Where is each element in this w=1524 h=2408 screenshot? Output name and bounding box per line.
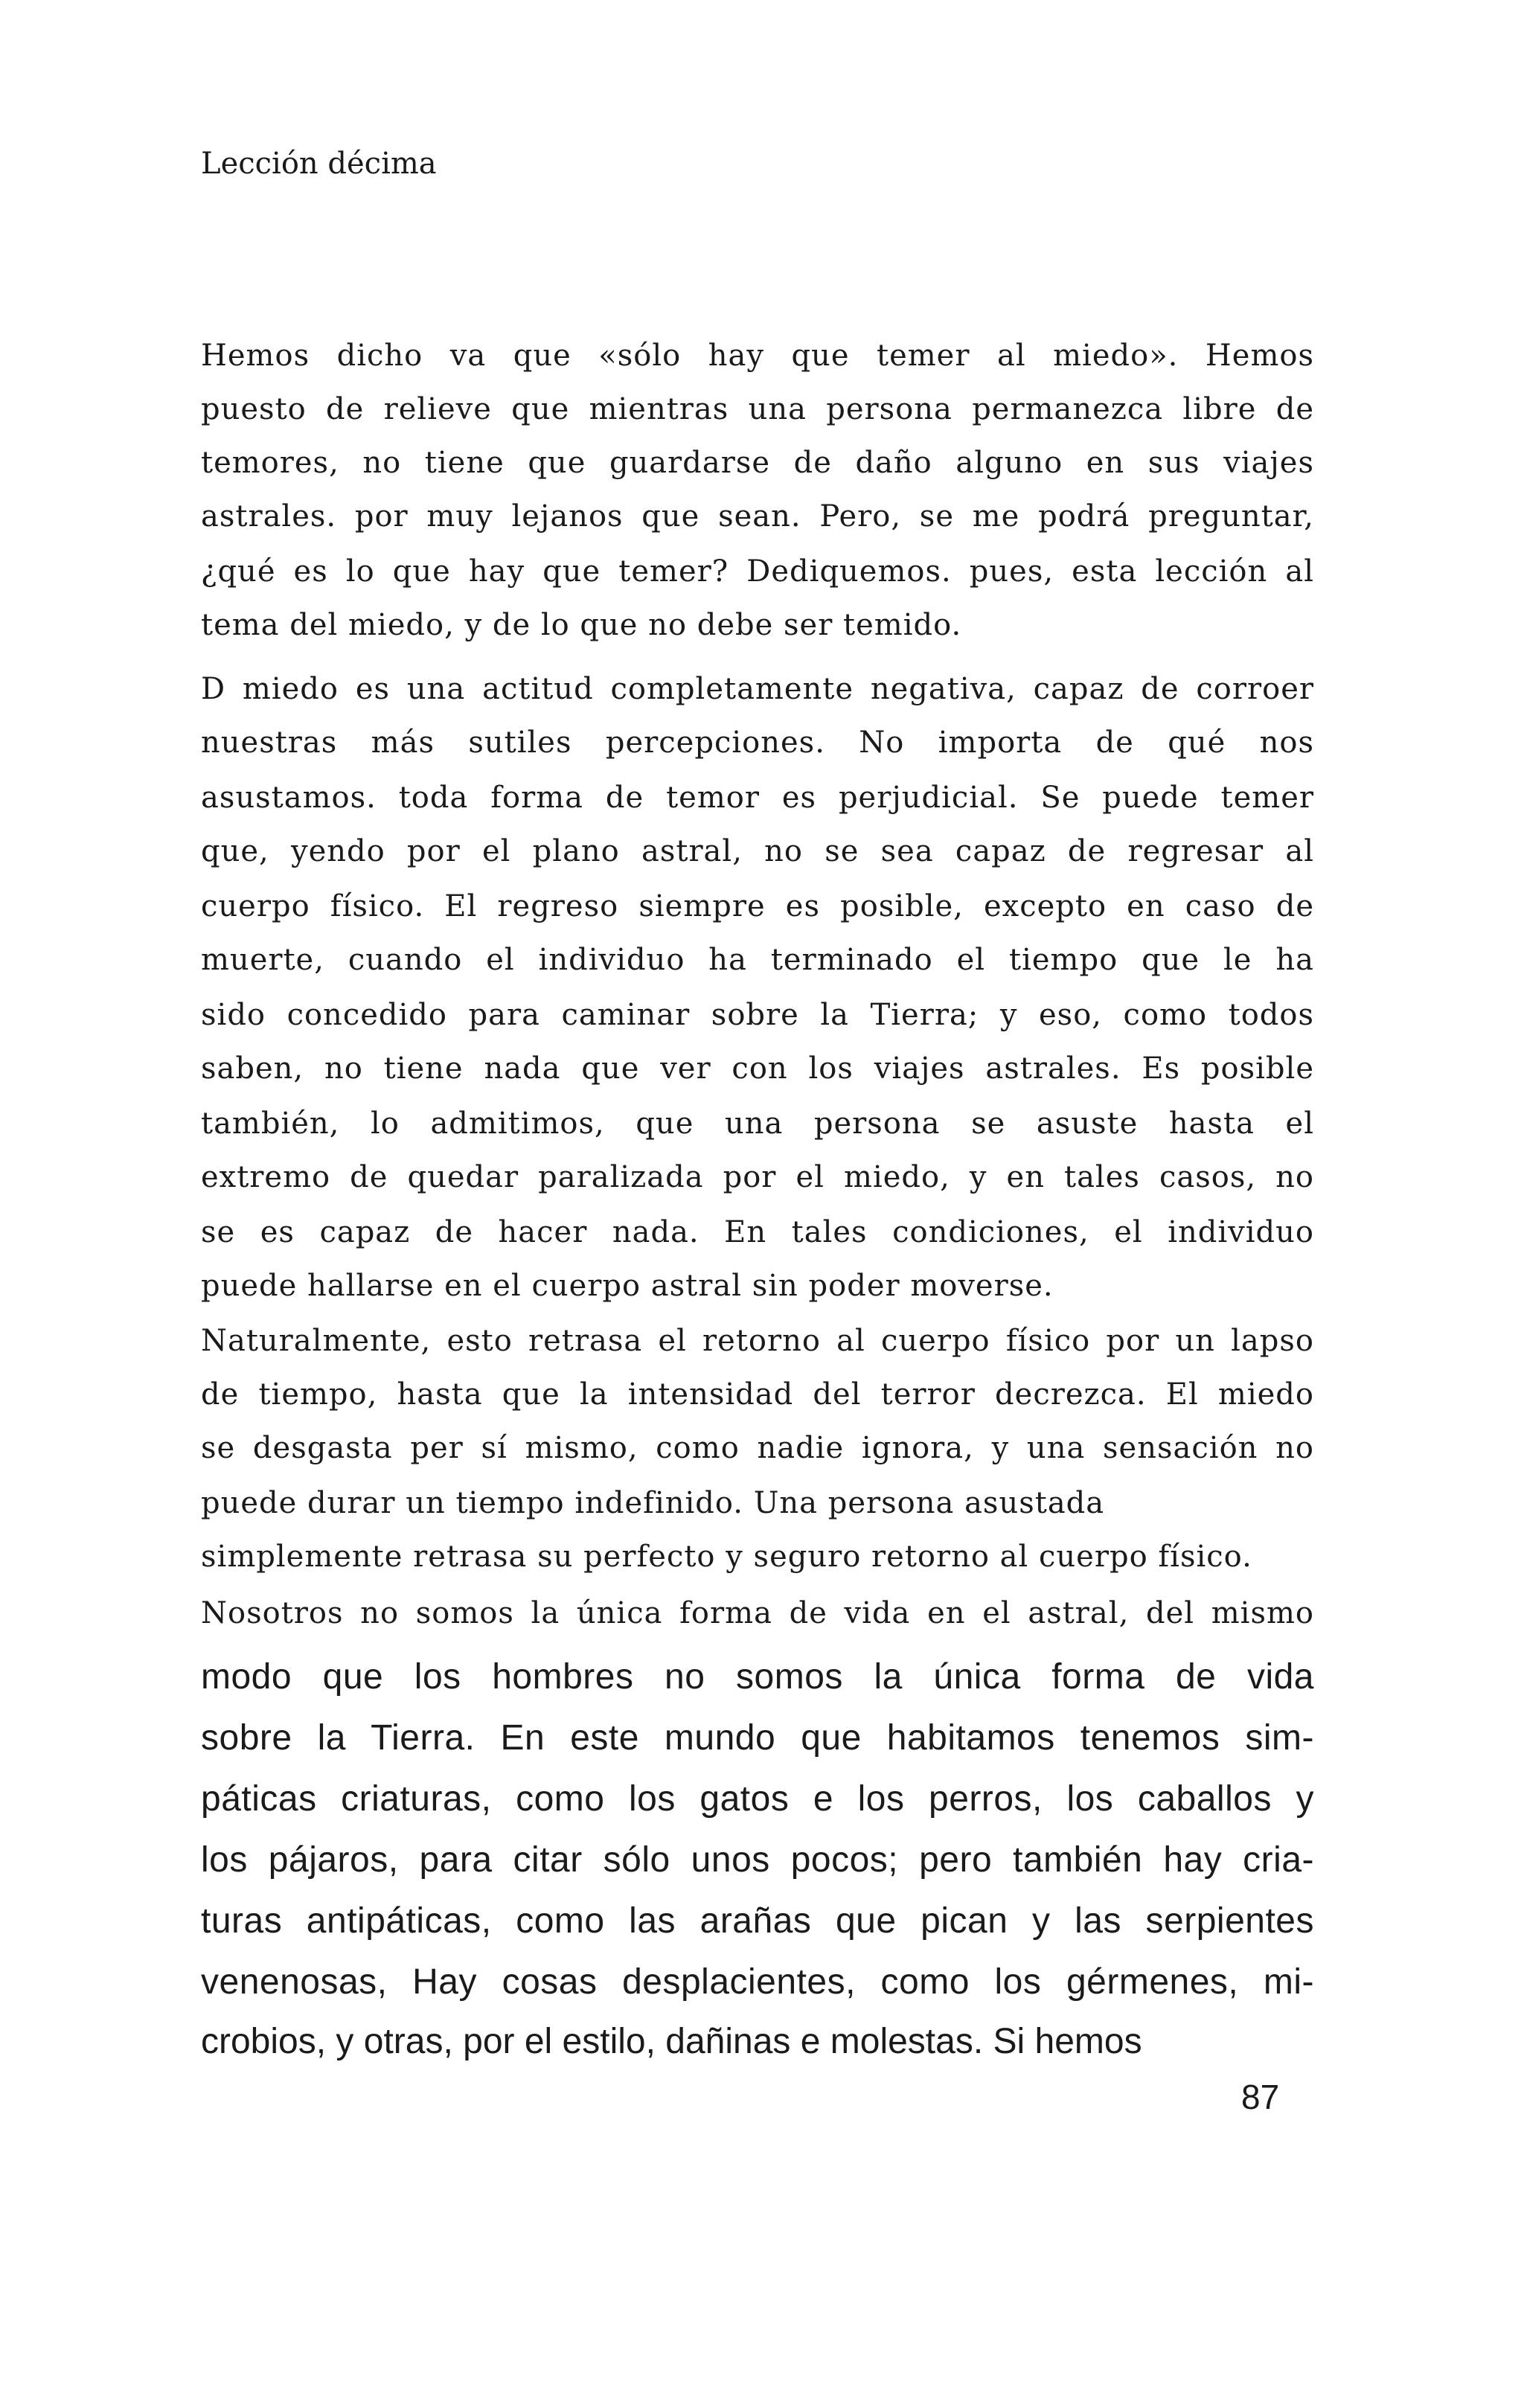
text-line: de tiempo, hasta que la intensidad del terror decrezca. El miedo [201,1377,1314,1412]
text-line: cuerpo físico. El regreso siempre es posible, excepto en caso de [201,889,1314,923]
text-line: modo que los hombres no somos la única forma de vida [201,1657,1314,1697]
text-line: ¿qué es lo que hay que temer? Dediquemos. pues, esta lección al [201,554,1314,589]
text-line: Hemos dicho va que «sólo hay que temer al miedo». Hemos [201,339,1314,373]
text-line: venenosas, Hay cosas desplacientes, como los gérmenes, mi- [201,1962,1314,2002]
text-line: los pájaros, para citar sólo unos pocos; pero también hay cria- [201,1840,1314,1880]
text-line: se es capaz de hacer nada. En tales condiciones, el individuo [201,1215,1314,1249]
text-line: simplemente retrasa su perfecto y seguro retorno al cuerpo físico. [201,1540,1252,1574]
text-line: Nosotros no somos la única forma de vida en el astral, del mismo [201,1596,1314,1630]
text-line: turas antipáticas, como las arañas que pican y las serpientes [201,1901,1314,1941]
text-line: asustamos. toda forma de temor es perjudicial. Se puede temer [201,781,1314,815]
text-line: puede hallarse en el cuerpo astral sin poder moverse. [201,1269,1054,1303]
text-line: temores, no tiene que guardarse de daño alguno en sus viajes [201,446,1314,480]
text-line: se desgasta per sí mismo, como nadie ignora, y una sensación no [201,1431,1314,1465]
text-line: también, lo admitimos, que una persona se asuste hasta el [201,1107,1314,1141]
text-line: D miedo es una actitud completamente negativa, capaz de corroer [201,672,1314,706]
text-line: sobre la Tierra. En este mundo que habitamos tenemos sim- [201,1718,1314,1758]
text-line: sido concedido para caminar sobre la Tierra; y eso, como todos [201,998,1314,1032]
text-line: que, yendo por el plano astral, no se sea capaz de regresar al [201,834,1314,868]
text-line: tema del miedo, y de lo que no debe ser temido. [201,608,962,642]
text-line: crobios, y otras, por el estilo, dañinas e molestas. Si hemos [201,2022,1142,2061]
text-line: saben, no tiene nada que ver con los viajes astrales. Es posible [201,1051,1314,1086]
text-line: astrales. por muy lejanos que sean. Pero, se me podrá preguntar, [201,499,1314,534]
text-line: puede durar un tiempo indefinido. Una persona asustada [201,1486,1105,1520]
text-line: extremo de quedar paralizada por el miedo, y en tales casos, no [201,1160,1314,1194]
page-number: 87 [1241,2078,1280,2116]
running-header: Lección décima [201,147,437,181]
text-line: puesto de relieve que mientras una persona permanezca libre de [201,392,1314,426]
text-line: nuestras más sutiles percepciones. No importa de qué nos [201,726,1314,760]
text-line: páticas criaturas, como los gatos e los perros, los caballos y [201,1779,1314,1819]
text-line: Naturalmente, esto retrasa el retorno al cuerpo físico por un lapso [201,1324,1314,1358]
text-line: muerte, cuando el individuo ha terminado el tiempo que le ha [201,943,1314,977]
